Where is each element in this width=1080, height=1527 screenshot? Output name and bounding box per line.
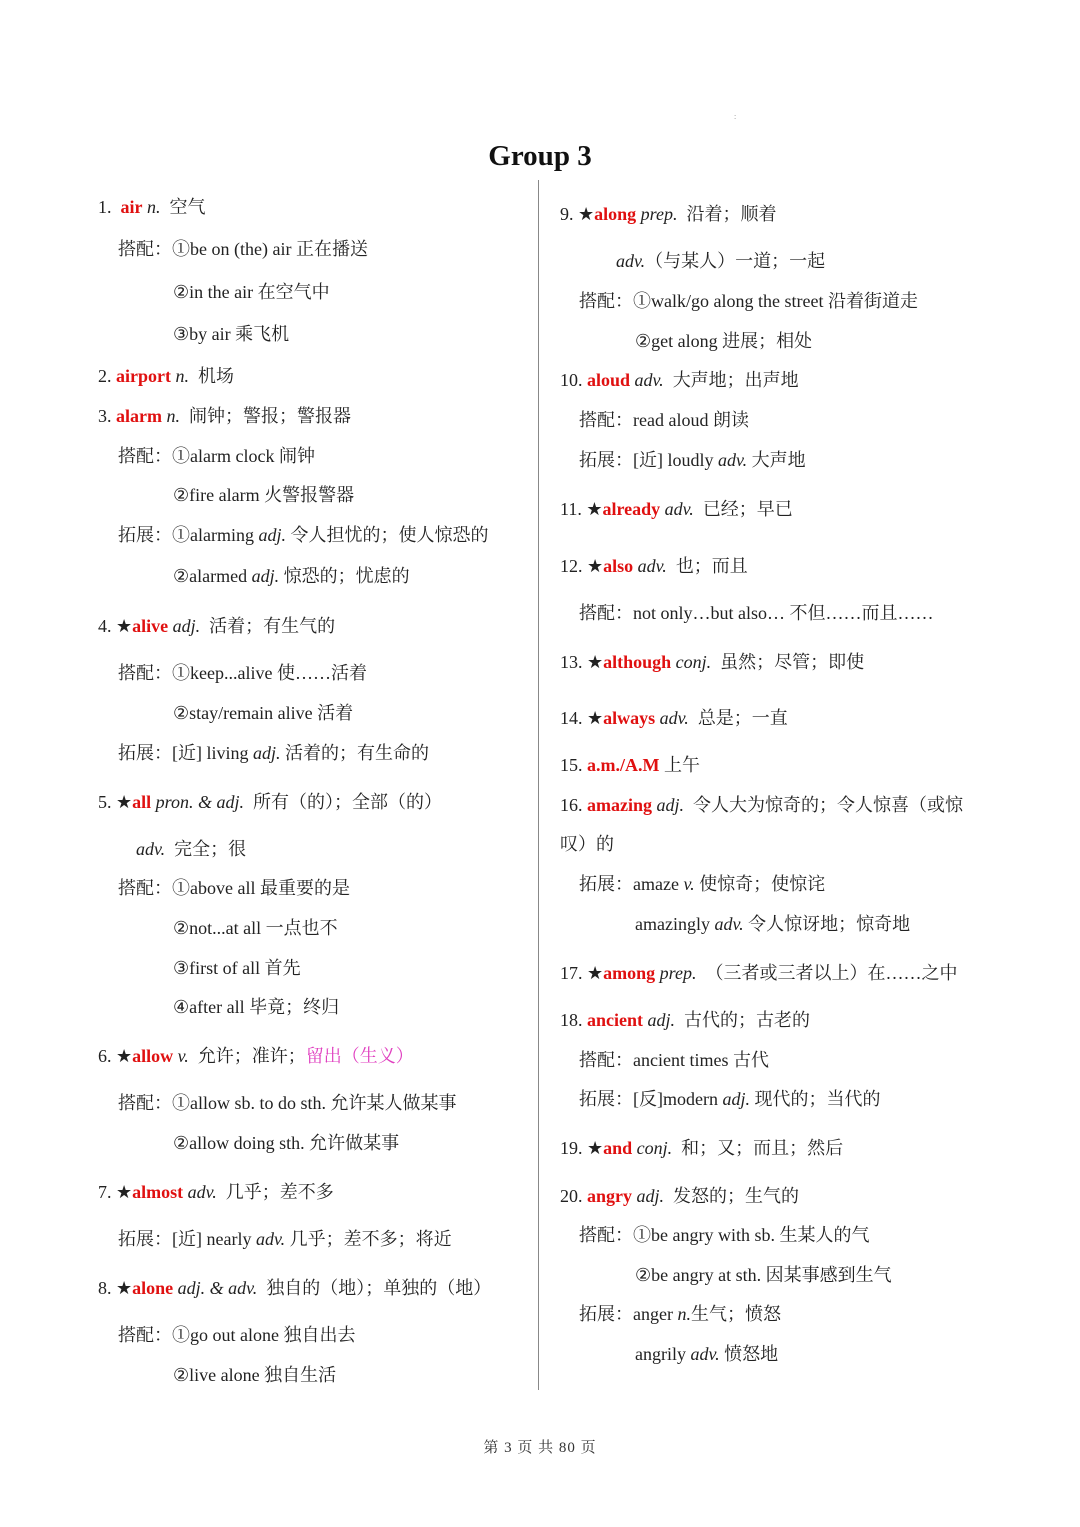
sense-line: adv.（与某人）一道；一起 (616, 251, 826, 271)
collocation-line: 搭配：read aloud 朗读 (579, 410, 749, 430)
headword: amazing (587, 795, 652, 815)
collocation-line: 搭配：①go out alone 独自出去 (118, 1325, 356, 1345)
entry-headline: 15. a.m./A.M 上午 (560, 755, 700, 775)
star-icon: ★ (587, 963, 604, 983)
star-icon: ★ (587, 556, 604, 576)
star-icon: ★ (116, 792, 133, 812)
entry-headline: 12. ★also adv. 也；而且 (560, 556, 748, 576)
extension-line: 拓展：[反]modern adj. 现代的；当代的 (579, 1089, 881, 1109)
entry-headline: 9. ★along prep. 沿着；顺着 (560, 204, 777, 224)
entry-headline: 4. ★alive adj. 活着；有生气的 (98, 616, 336, 636)
entry-headline: 6. ★allow v. 允许；准许；留出（生义） (98, 1046, 414, 1066)
extension-line: 拓展：anger n.生气；愤怒 (579, 1304, 781, 1324)
headword: aloud (587, 370, 631, 390)
headword: almost (132, 1182, 184, 1202)
headword: a.m./A.M (587, 755, 660, 775)
headword: ancient (587, 1010, 643, 1030)
collocation-line: ③by air 乘飞机 (173, 324, 290, 344)
star-icon: ★ (586, 499, 603, 519)
collocation-line: 搭配：①be on (the) air 正在播送 (118, 239, 368, 259)
entry-headline: 14. ★always adv. 总是；一直 (560, 708, 788, 728)
headword: airport (116, 366, 171, 386)
collocation-line: 搭配：①be angry with sb. 生某人的气 (579, 1225, 870, 1245)
collocation-line: ②allow doing sth. 允许做某事 (173, 1133, 400, 1153)
extension-line: 拓展：[近] living adj. 活着的；有生命的 (118, 743, 430, 763)
headword: although (603, 652, 672, 672)
entry-headline: 18. ancient adj. 古代的；古老的 (560, 1010, 811, 1030)
headword: allow (132, 1046, 174, 1066)
page-title: Group 3 (488, 140, 592, 172)
collocation-line: 搭配：①walk/go along the street 沿着街道走 (579, 291, 918, 311)
headword: all (132, 792, 152, 812)
headword: angry (587, 1186, 632, 1206)
collocation-line: 搭配：①allow sb. to do sth. 允许某人做某事 (118, 1093, 457, 1113)
star-icon: ★ (587, 1138, 604, 1158)
extension-line: 拓展：amaze v. 使惊奇；使惊诧 (579, 874, 826, 894)
star-icon: ★ (116, 1278, 133, 1298)
headword: and (603, 1138, 633, 1158)
extra-sense-note: 留出（生义） (305, 1046, 414, 1066)
entry-headline: 2. airport n. 机场 (98, 366, 234, 386)
entry-headline: 10. aloud adv. 大声地；出声地 (560, 370, 799, 390)
entry-headline: 1. air n. 空气 (98, 197, 206, 217)
headword: among (603, 963, 656, 983)
collocation-line: ②live alone 独自生活 (173, 1365, 337, 1385)
headword: already (602, 499, 661, 519)
entry-headline: 19. ★and conj. 和；又；而且；然后 (560, 1138, 844, 1158)
entry-headline: 7. ★almost adv. 几乎；差不多 (98, 1182, 334, 1202)
headword: air (120, 197, 143, 217)
headword: alive (132, 616, 169, 636)
collocation-line: 搭配：ancient times 古代 (579, 1050, 769, 1070)
entry-headline: 13. ★although conj. 虽然；尽管；即使 (560, 652, 865, 672)
extension-line: 拓展：[近] nearly adv. 几乎；差不多；将近 (118, 1229, 452, 1249)
headword: alarm (116, 406, 162, 426)
extension-line: amazingly adv. 令人惊讶地；惊奇地 (635, 914, 911, 934)
entry-headline: 5. ★all pron. & adj. 所有（的）；全部（的） (98, 792, 442, 812)
collocation-line: ②be angry at sth. 因某事感到生气 (635, 1265, 892, 1285)
collocation-line: ③first of all 首先 (173, 958, 301, 978)
collocation-line: ②get along 进展；相处 (635, 331, 813, 351)
extension-line: ②alarmed adj. 惊恐的；忧虑的 (173, 566, 410, 586)
meaning-continuation: 叹）的 (560, 834, 614, 854)
headword: alone (132, 1278, 174, 1298)
star-icon: ★ (116, 616, 133, 636)
entry-headline: 20. angry adj. 发怒的；生气的 (560, 1186, 800, 1206)
collocation-line: ②fire alarm 火警报警器 (173, 485, 355, 505)
entry-headline: 16. amazing adj. 令人大为惊奇的；令人惊喜（或惊 (560, 795, 964, 815)
star-icon: ★ (116, 1046, 133, 1066)
entry-headline: 3. alarm n. 闹钟；警报；警报器 (98, 406, 351, 426)
collocation-line: ②in the air 在空气中 (173, 282, 330, 302)
collocation-line: 搭配：①keep...alive 使……活着 (118, 663, 367, 683)
star-icon: ★ (587, 708, 604, 728)
extension-line: angrily adv. 愤怒地 (635, 1344, 779, 1364)
headword: along (594, 204, 637, 224)
entry-headline: 11. ★already adv. 已经；早已 (560, 499, 793, 519)
star-icon: ★ (578, 204, 595, 224)
entry-headline: 17. ★among prep. （三者或三者以上）在……之中 (560, 963, 958, 983)
extension-line: 拓展：[近] loudly adv. 大声地 (579, 450, 806, 470)
star-icon: ★ (116, 1182, 133, 1202)
star-icon: ★ (587, 652, 604, 672)
page-footer: 第 3 页 共 80 页 (483, 1440, 597, 1456)
collocation-line: 搭配：①above all 最重要的是 (118, 878, 350, 898)
headword: always (603, 708, 656, 728)
sense-line: adv. 完全；很 (136, 839, 247, 859)
collocation-line: ④after all 毕竟；终归 (173, 997, 340, 1017)
collocation-line: 搭配：not only…but also… 不但……而且…… (579, 603, 934, 623)
collocation-line: ②stay/remain alive 活着 (173, 703, 354, 723)
headword: also (603, 556, 634, 576)
page-mark: : (734, 112, 737, 121)
extension-line: 拓展：①alarming adj. 令人担忧的；使人惊恐的 (118, 525, 489, 545)
collocation-line: ②not...at all 一点也不 (173, 918, 338, 938)
entry-headline: 8. ★alone adj. & adv. 独自的（地）；单独的（地） (98, 1278, 492, 1298)
collocation-line: 搭配：①alarm clock 闹钟 (118, 446, 315, 466)
